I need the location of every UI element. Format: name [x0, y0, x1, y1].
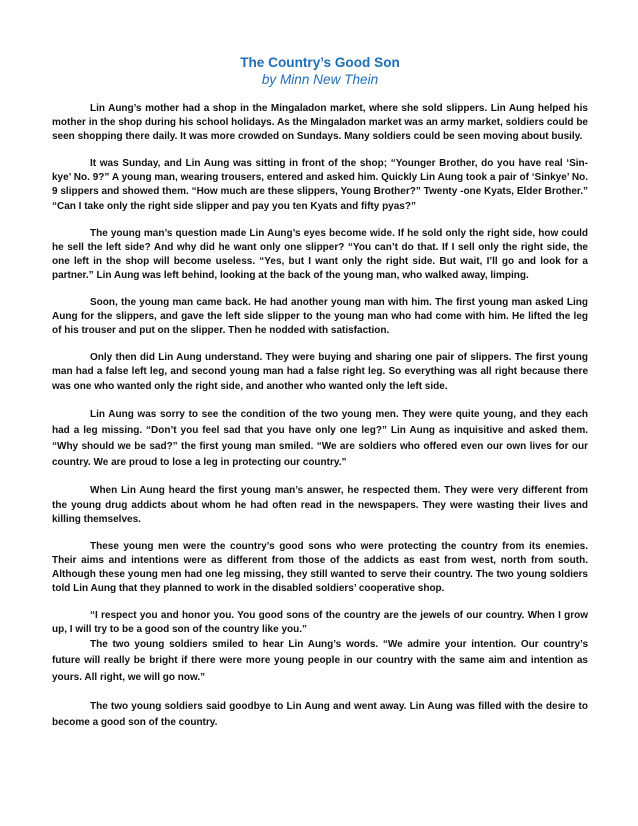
paragraph-5: Only then did Lin Aung understand. They were buying and sharing one pair of slippers. The first young man had a false left leg, and second young man had a false right leg. So everything was all right because there was one who wanted only the right side, and another who wanted only the left side. — [52, 352, 588, 392]
paragraph-7: When Lin Aung heard the first young man’s answer, he respected them. They were very different from the young drug addicts about whom he had often read in the newspapers. They were wasting their lives and killing themselves. — [52, 485, 588, 525]
paragraph-1: Lin Aung’s mother had a shop in the Mingaladon market, where she sold slippers. Lin Aung helped his mother in the shop during his school holidays. As the Mingaladon market was an army market, soldiers could be seen shopping there daily. It was more crowded on Sundays. Many soldiers could be seen moving about busily. — [52, 103, 588, 143]
paragraph-10: The two young soldiers smiled to hear Lin Aung’s words. “We admire your intention. Our country’s future will really be bright if there were more young people in our country with the same aim and intention as yours. All right, we will go now.” — [52, 639, 588, 683]
paragraph-9: “I respect you and honor you. You good sons of the country are the jewels of our country. When I grow up, I will try to be a good son of the country like you.” — [52, 610, 588, 636]
paragraph-4: Soon, the young man came back. He had another young man with him. The first young man asked Ling Aung for the slippers, and gave the left side slipper to the young man who had come with him. He lifted the leg of his trouser and put on the slipper. Then he nodded with satisfaction. — [52, 297, 588, 337]
document-author: by Minn New Thein — [261, 72, 379, 87]
paragraph-2: It was Sunday, and Lin Aung was sitting in front of the shop; “Younger Brother, do you have real ‘Sin-kye’ No. 9?” A young man, wearing trousers, entered and asked him. Quickly Lin Aung took a pair of ‘Sinkye’ No. 9 slippers and showed them. “How much are these slippers, Young Brother?” Twenty -one Kyats, Elder Brother.” “Can I take only the right side slipper and pay you ten Kyats and fifty pyas?” — [52, 158, 588, 212]
paragraph-11: The two young soldiers said goodbye to Lin Aung and went away. Lin Aung was filled with the desire to become a good son of the country. — [52, 700, 588, 729]
paragraph-8: These young men were the country’s good sons who were protecting the country from its enemies. Their aims and intentions were as different from those of the addicts as east from west, north from south. Although these young men had one leg missing, they still wanted to serve their country. The two young soldiers told Lin Aung that they planned to work in the disabled soldiers’ cooperative shop. — [52, 540, 588, 594]
paragraph-6: Lin Aung was sorry to see the condition of the two young men. They were quite young, and they each had a leg missing. “Don’t you feel sad that you have only one leg?” Lin Aung as inquisitive and asked them. “Why should we be sad?” the first young man smiled. “We are soldiers who offered even our own lives for our country. We are proud to lose a leg in protecting our country.” — [52, 408, 588, 469]
document-title: The Country’s Good Son — [240, 55, 400, 70]
paragraph-3: The young man’s question made Lin Aung’s eyes become wide. If he sold only the right side, how could he sell the left side? And why did he want only one slipper? “You can’t do that. If I sell only the right side, the one left in the shop will become useless. “Yes, but I want only the right side. But wait, I’ll go and look for a partner.” Lin Aung was left behind, looking at the back of the young man, who walked away, limping. — [52, 227, 588, 281]
